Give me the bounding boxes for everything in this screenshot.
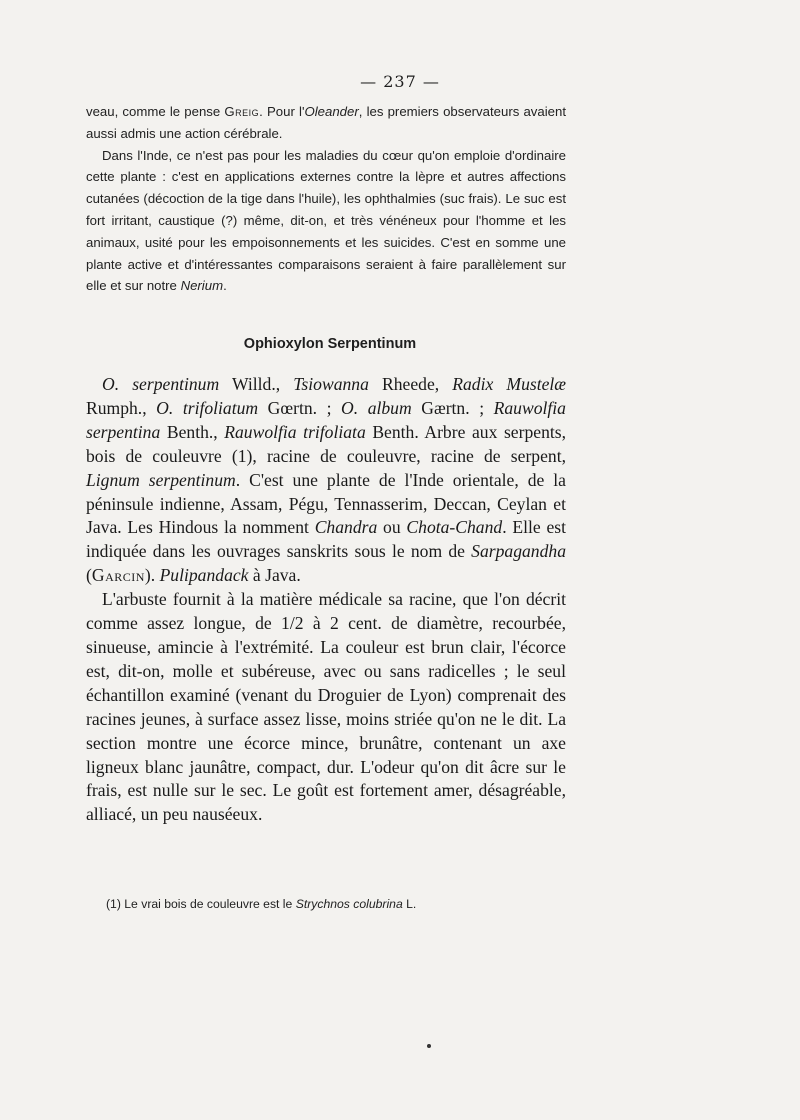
intro-paragraph-1: veau, comme le pense Greig. Pour l'Oleander, les premiers observateurs avaient aussi admis une action cérébrale.: [86, 104, 566, 141]
ink-speck: [427, 1044, 431, 1048]
main-text: [86, 373, 566, 827]
intro-paragraph-2: Dans l'Inde, ce n'est pas pour les maladies du cœur qu'on emploie d'ordinaire cette plante : c'est en applications externes contre la lèpre et autres affections cutanées (décoction de la tige dans l'huile), les ophthalmies (suc frais). Le suc est fort irritant, caustique (?) même, dit-on, et très vénéneux pour l'homme et les animaux, usité pour les empoisonnements et les suicides. C'est en somme une plante active et d'intéressantes comparaisons seraient à faire parallèlement sur elle et sur notre Nerium.: [86, 147, 566, 294]
footnote: (1) Le vrai bois de couleuvre est le Strychnos colubrina L.: [106, 897, 417, 911]
main-paragraph-1: O. serpentinum Willd., Tsiowanna Rheede, Radix Mustelæ Rumph., O. trifoliatum Gœrtn. ; O. album Gærtn. ; Rauwolfia serpentina Benth., Rauwolfia trifoliata Benth. Arbre aux serpents, bois de couleuvre (1), racine de couleuvre, racine de serpent, Lignum serpentinum. C'est une plante de l'Inde orientale, de la péninsule indienne, Assam, Pégu, Tennasserim, Deccan, Ceylan et Java. Les Hindous la nomment Chandra ou Chota-Chand. Elle est indiquée dans les ouvrages sanskrits sous le nom de Sarpagandha (Garcin). Pulipandack à Java.: [86, 374, 567, 586]
section-heading: Ophioxylon Serpentinum: [243, 336, 417, 352]
author-name: Greig: [224, 104, 260, 119]
intro-text: [86, 101, 566, 297]
page-number: — 237 —: [360, 72, 440, 91]
main-paragraph-2: L'arbuste fournit à la matière médicale sa racine, que l'on décrit comme assez longue, de 1/2 à 2 cent. de diamètre, recourbée, sinueuse, amincie à l'extrémité. La couleur est brun clair, l'écorce est, dit-on, molle et subéreuse, avec ou sans radicelles ; le seul échantillon examiné (venant du Droguier de Lyon) comprenait des racines jeunes, à surface assez lisse, moins striée qu'on ne le dit. La section montre une écorce mince, brunâtre, contenant un axe ligneux blanc jaunâtre, compact, dur. L'odeur qu'on dit âcre sur le frais, est nulle sur le sec. Le goût est fortement amer, désagréable, alliacé, un peu nauséeux.: [86, 589, 566, 825]
